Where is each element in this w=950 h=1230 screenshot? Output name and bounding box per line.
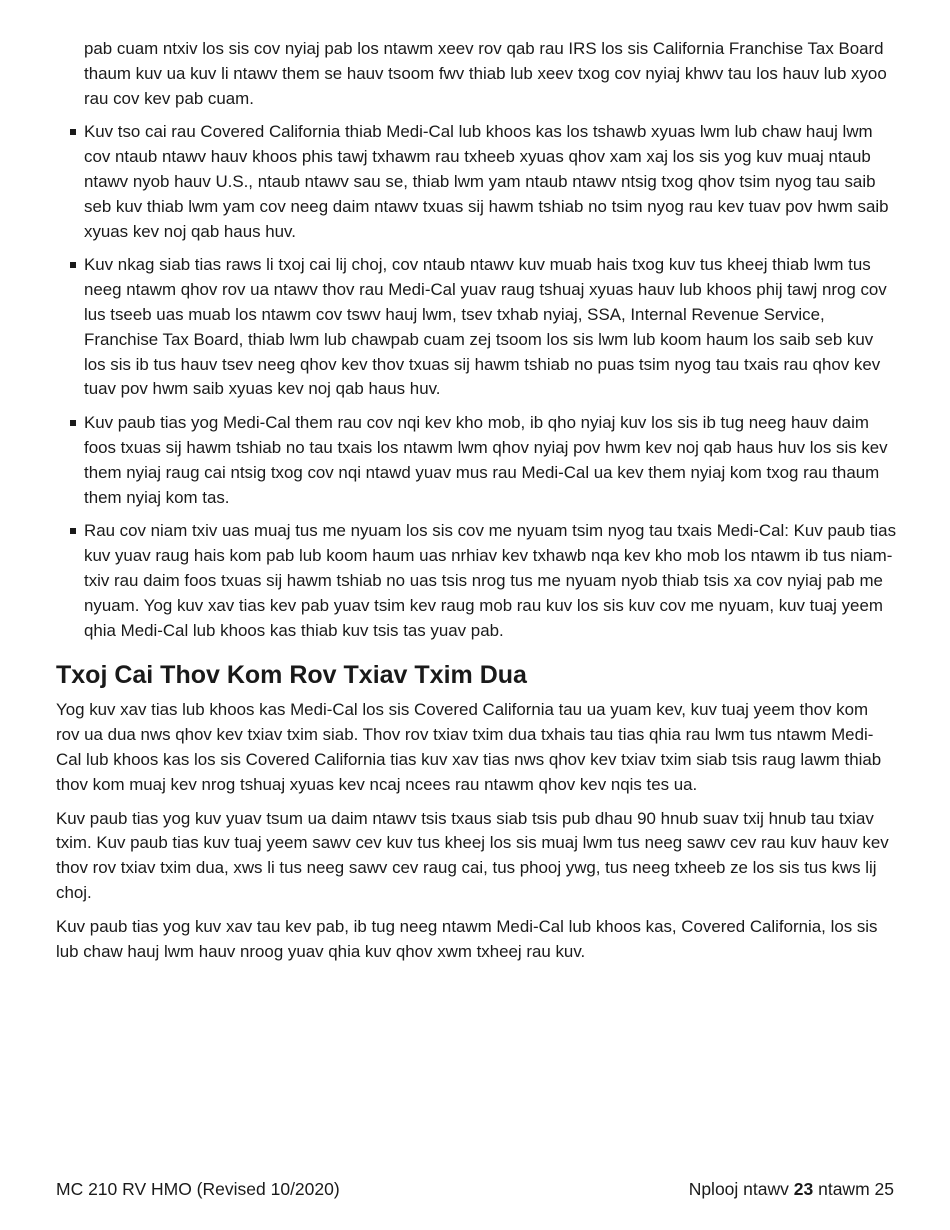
section-heading: Txoj Cai Thov Kom Rov Txiav Txim Dua [56,661,527,690]
square-bullet-icon [70,129,76,135]
square-bullet-icon [70,420,76,426]
form-id: MC 210 RV HMO (Revised 10/2020) [56,1179,340,1199]
square-bullet-icon [70,262,76,268]
page-number: 23 [793,1179,814,1199]
bullet-item [56,120,896,244]
continued-paragraph: pab cuam ntxiv los sis cov nyiaj pab los ntawm xeev rov qab rau IRS los sis California Franchise Tax Board thaum kuv ua kuv li ntawv them se hauv tsoom fwv thiab lub xeev txog cov nyiaj khwv tau los hauv lub xyoo rau cov kev pab cuam. [84,39,887,108]
bullet-text: Kuv nkag siab tias raws li txoj cai lij choj, cov ntaub ntawv kuv muab hais txog kuv tus kheej thiab lwm tus neeg ntawm qhov rov ua ntawv thov rau Medi-Cal yuav raug tshuaj xyuas hauv lub khoos phij tawj nrog cov lus tseeb uas muab los ntawm cov tswv hauj lwm, tsev txhab nyiaj, SSA, Internal Revenue Service, Franchise Tax Board, thiab lwm lub chawpab cuam zej tsoom los sis lwm lub koom haum los saib seb kuv los sis ib tus hauv tsev neeg qhov kev thov txuas sij hawm tshiab no puas tsim nyog tau txais rau qhov kev tuav pov hwm saib xyuas kev noj qab haus huv. [84,255,887,399]
paragraph: Yog kuv xav tias lub khoos kas Medi-Cal los sis Covered California tau ua yuam kev, kuv tuaj yeem thov kom rov ua dua nws qhov kev txiav txim siab. Thov rov txiav txim dua txhais tau tias qhia rau lwm tus ntawm Medi-Cal lub khoos kas los sis Covered California tias kuv xav tias nws qhov kev txiav txim siab tsis raug lawm thiab thov kom muaj kev nrog tshuaj xyuas kev ncaj ncees rau ntawm qhov kev nqis tes ua. [56,700,882,794]
bullet-item [56,411,896,510]
page-label-prefix: Nplooj ntawv [688,1179,789,1199]
paragraph: Kuv paub tias yog kuv yuav tsum ua daim ntawv tsis txaus siab tsis pub dhau 90 hnub suav txij hnub tau txiav txim. Kuv paub tias kuv tuaj yeem sawv cev kuv tus kheej los sis muaj lwm tus neeg sawv cev rau kuv hauv kev thov rov txiav txim dua, xws li tus neeg sawv cev raug cai, tus phooj ywg, tus neeg txheeb ze los sis tus kws lij choj. [56,808,889,902]
bullet-list [56,120,896,643]
bullet-text: Rau cov niam txiv uas muaj tus me nyuam los sis cov me nyuam tsim nyog tau txais Medi-Cal: Kuv paub tias kuv yuav raug hais kom pab lub koom haum uas nrhiav kev txhawb nqa kev kho mob los ntawm ib tus niam-txiv rau daim foos txuas sij hawm tshiab no uas tsis nrog tus me nyuam nyob thiab tsis xa cov nyiaj pab me nyuam. Yog kuv xav tias kev pab yuav tsim kev raug mob rau kuv los sis kuv cov me nyuam, kuv tuaj yeem qhia Medi-Cal lub khoos kas thiab kuv tsis tas yuav pab. [84,521,897,640]
document-body [56,37,896,973]
paragraph: Kuv paub tias yog kuv xav tau kev pab, ib tug neeg ntawm Medi-Cal lub khoos kas, Covered California, los sis lub chaw hauj lwm hauv nroog yuav qhia kuv qhov xwm txheej rau kuv. [56,916,878,961]
bullet-item [56,253,896,402]
bullet-item [56,519,896,643]
page-indicator [689,1178,894,1200]
square-bullet-icon [70,528,76,534]
bullet-text: Kuv tso cai rau Covered California thiab Medi-Cal lub khoos kas los tshawb xyuas lwm lub chaw hauj lwm cov ntaub ntawv hauv khoos phis tawj txhawm rau txheeb xyuas qhov xam xaj los sis yog kuv muaj ntaub ntawv nyob hauv U.S., ntaub ntawv sau se, thiab lwm yam ntaub ntawv ntsig txog qhov tsim nyog tau saib seb kuv thiab lwm yam cov neeg daim ntawv txuas sij hawm tshiab no tsim nyog rau kev tuav pov hwm saib xyuas kev noj qab haus huv. [84,122,889,241]
bullet-text: Kuv paub tias yog Medi-Cal them rau cov nqi kev kho mob, ib qho nyiaj kuv los sis ib tug neeg hauv daim foos txuas sij hawm tshiab no tau txais los ntawm lwm qhov nyiaj pov hwm kev noj qab haus huv los sis kev them nyiaj raug cai ntsig txog cov nqi ntawd yuav mus rau Medi-Cal ua kev them nyiaj kom txog rau thaum them nyiaj kom tas. [84,413,888,507]
page-label-middle: ntawm [818,1179,870,1199]
page-total: 25 [874,1179,894,1199]
